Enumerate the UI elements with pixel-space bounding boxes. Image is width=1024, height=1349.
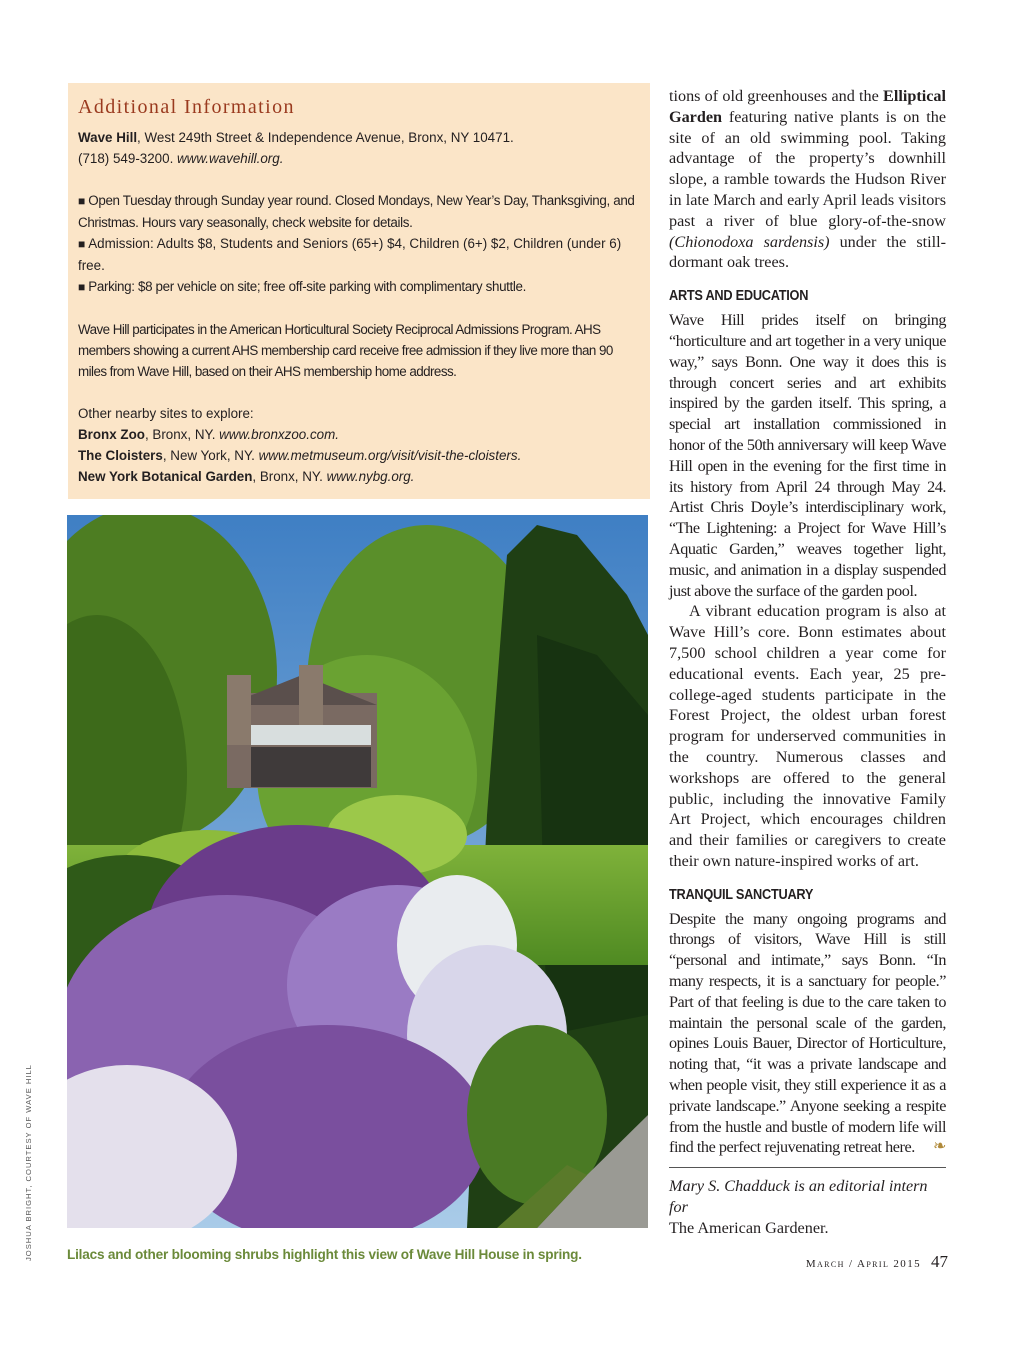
info-bullet-text: Parking: $8 per vehicle on site; free off-site parking with complimentary shuttle. (88, 279, 526, 294)
info-bullet (78, 233, 640, 276)
nearby-name: The Cloisters (78, 448, 163, 463)
info-bullet (78, 190, 640, 233)
sanctuary-text: Despite the many ongoing programs and throngs of visitors, Wave Hill is still “personal and intimate,” says Bonn. “In many respects, it is a sanctuary for people.” Part of that feeling is due to the care taken to maintain the personal scale of the garden, opines Louis Bauer, Director of Horticulture, noting that, “it was a private landscape and when people visit, they still experience it as a private landscape.” Anyone seeking a respite from the hustle and bustle of modern life will find the perfect rejuvenating retreat here. (669, 909, 946, 1157)
sanctuary-paragraph (669, 909, 946, 1159)
intro-paragraph (669, 86, 946, 273)
nearby-url[interactable]: www.nybg.org. (326, 469, 415, 484)
intro-text: featuring native plants is on the site of an old swimming pool. Taking advantage of the property’s downhill slope, a ramble towards the Hudson River in late March and early April leads visitors past a river of blue glory-of-the-snow (669, 107, 946, 230)
photo-credit: JOSHUA BRIGHT, COURTESY OF WAVE HILL (24, 1064, 33, 1261)
info-bullet (78, 276, 640, 298)
additional-info-box (68, 83, 650, 499)
issue-date: March / April 2015 (805, 1258, 921, 1270)
section-heading-arts: ARTS AND EDUCATION (669, 288, 809, 305)
nearby-url[interactable]: www.bronxzoo.com. (219, 427, 339, 442)
nearby-url[interactable]: www.metmuseum.org/visit/visit-the-cloisters. (258, 448, 522, 463)
nearby-item (78, 466, 640, 487)
wave-hill-name: Wave Hill (78, 130, 138, 145)
garden-photo (67, 515, 648, 1228)
page-number: 47 (931, 1252, 948, 1271)
arts-paragraph: Wave Hill prides itself on bringing “horticulture and art together in a very unique way,” says Bonn. One way it does this is through concert series and art exhibits inspired by the garden itself. This spring, a special art installation commissioned in honor of the 50th anniversary will keep Wave Hill open in the evening for the first time in its history from April 24 through May 24. Artist Chris Doyle’s interdisciplinary work, “The Lightening: a Project for Wave Hill’s Aquatic Garden,” weaves together light, music, and animation in a display suspended just above the surface of the garden pool. (669, 311, 946, 600)
nearby-item (78, 424, 640, 445)
wave-hill-contact (78, 127, 640, 169)
section-heading-sanctuary: TRANQUIL SANCTUARY (669, 886, 814, 903)
wave-hill-address: , West 249th Street & Independence Avenue, Bronx, NY 10471. (137, 130, 514, 145)
bullet-square-icon: ■ (78, 280, 85, 294)
bullet-square-icon: ■ (78, 194, 85, 208)
nearby-item (78, 445, 640, 466)
nearby-name: Bronx Zoo (78, 427, 145, 442)
bio-divider (669, 1167, 946, 1168)
article-column (669, 86, 946, 1239)
intro-text: under the still-dormant oak trees. (669, 232, 946, 272)
intro-text: tions of old greenhouses and the (669, 87, 884, 105)
plant-latin-name: (Chionodoxa sardensis) (669, 232, 830, 251)
ahs-note: Wave Hill participates in the American Horticultural Society Reciprocal Admissions Program. AHS members showing a current AHS membership card receive free admission if they live more than 90 miles from Wave Hill, based on their AHS membership home address. (78, 322, 613, 379)
wave-hill-phone: (718) 549-3200. (78, 151, 178, 166)
nearby-location: , Bronx, NY. (144, 427, 220, 442)
education-paragraph: A vibrant education program is also at Wave Hill’s core. Bonn estimates about 7,500 school children a year come for educational events. Each year, 25 pre-college-aged students participate in the Forest Project, the oldest urban forest program for underserved communities in the country. Numerous classes and workshops are offered to the general public, including the innovative Family Art Project, which encourages children and their families or caregivers to create their own nature-inspired works of art. (669, 602, 946, 870)
nearby-location: , Bronx, NY. (252, 469, 327, 484)
nearby-name: New York Botanical Garden (78, 469, 253, 484)
wave-hill-url[interactable]: www.wavehill.org. (177, 151, 284, 166)
elliptical-garden-name: Elliptical Garden (669, 87, 946, 126)
info-bullet-text: Admission: Adults $8, Students and Seniors (65+) $4, Children (6+) $2, Children (under 6) free. (78, 236, 622, 273)
nearby-location: , New York, NY. (162, 448, 259, 463)
info-bullet-text: Open Tuesday through Sunday year round. Closed Mondays, New Year’s Day, Thanksgiving, and Christmas. Hours vary seasonally, check website for details. (78, 193, 635, 230)
bullet-square-icon: ■ (78, 237, 86, 251)
publication-name: The American Gardener. (669, 1218, 829, 1237)
photo-caption: Lilacs and other blooming shrubs highlight this view of Wave Hill House in spring. (67, 1247, 582, 1262)
nearby-heading: Other nearby sites to explore: (78, 406, 254, 421)
sidebar-title: Additional Information (78, 96, 295, 118)
page-footer (806, 1252, 948, 1272)
end-ornament-icon: ❧ (933, 1138, 946, 1156)
author-bio-text: Mary S. Chadduck is an editorial intern for (669, 1177, 928, 1217)
author-bio (669, 1176, 946, 1238)
